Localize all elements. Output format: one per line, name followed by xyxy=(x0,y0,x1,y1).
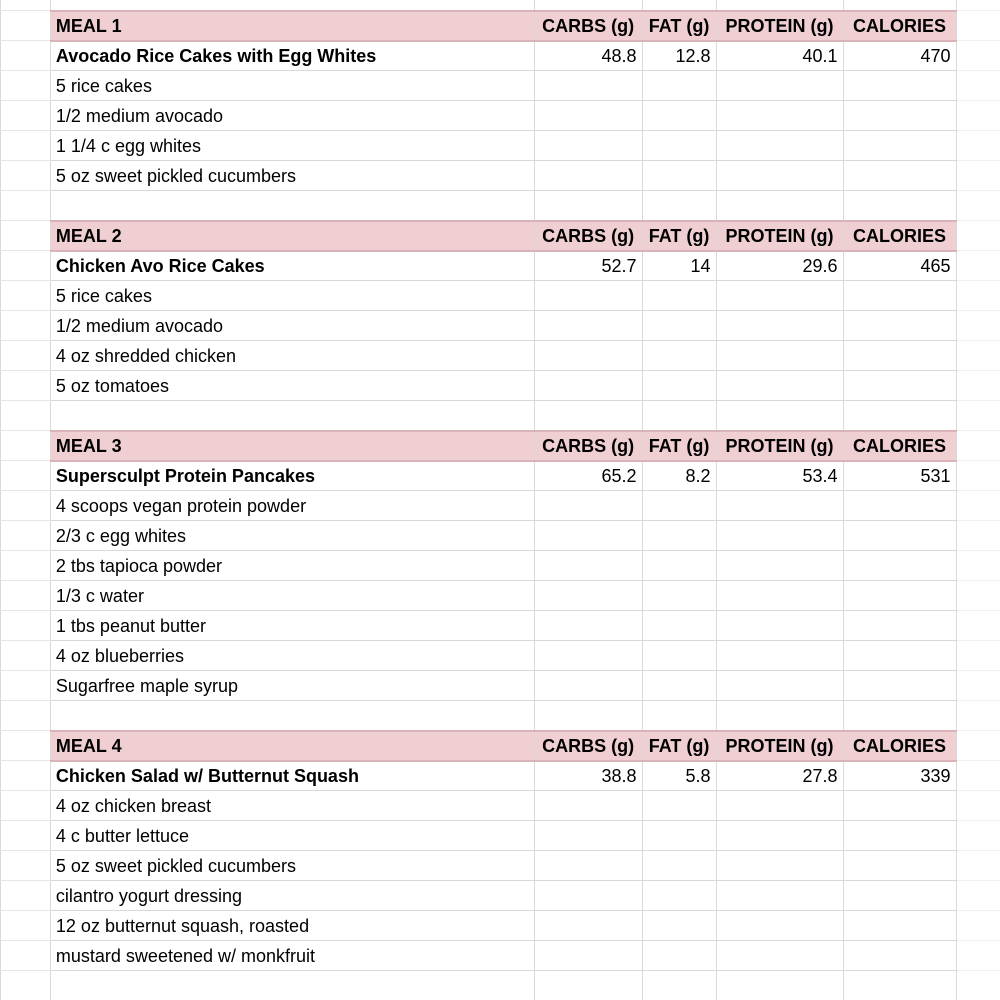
empty-cell[interactable] xyxy=(843,641,956,671)
empty-cell[interactable] xyxy=(534,821,642,851)
empty-cell[interactable] xyxy=(716,791,843,821)
ingredient-row xyxy=(1,521,1000,551)
empty-cell[interactable] xyxy=(843,941,956,971)
empty-cell[interactable] xyxy=(843,0,956,11)
empty-cell[interactable] xyxy=(843,611,956,641)
ingredient-text[interactable]: 4 oz chicken breast xyxy=(50,791,534,821)
empty-cell[interactable] xyxy=(534,281,642,311)
edge-cell[interactable] xyxy=(956,71,1000,101)
meal-title-row xyxy=(1,41,1000,71)
empty-cell[interactable] xyxy=(642,401,716,431)
fat-column-header[interactable]: FAT (g) xyxy=(642,221,716,251)
empty-cell[interactable] xyxy=(843,491,956,521)
gutter-cell[interactable] xyxy=(1,71,51,101)
gutter-cell[interactable] xyxy=(1,401,51,431)
empty-cell[interactable] xyxy=(716,521,843,551)
gutter-cell[interactable] xyxy=(1,371,51,401)
gutter-cell[interactable] xyxy=(1,311,51,341)
ingredient-text[interactable]: 4 oz blueberries xyxy=(50,641,534,671)
empty-cell[interactable] xyxy=(843,791,956,821)
empty-cell[interactable] xyxy=(534,491,642,521)
gutter-cell[interactable] xyxy=(1,791,51,821)
empty-cell[interactable] xyxy=(843,551,956,581)
empty-cell[interactable] xyxy=(716,71,843,101)
empty-cell[interactable] xyxy=(716,311,843,341)
gutter-cell[interactable] xyxy=(1,0,51,11)
carbs-column-header[interactable]: CARBS (g) xyxy=(534,431,642,461)
meal-label[interactable]: MEAL 1 xyxy=(50,11,534,41)
ingredient-row xyxy=(1,131,1000,161)
meal-title-row xyxy=(1,761,1000,791)
carbs-column-header[interactable]: CARBS (g) xyxy=(534,11,642,41)
ingredient-text[interactable]: 1/2 medium avocado xyxy=(50,311,534,341)
edge-cell[interactable] xyxy=(956,401,1000,431)
ingredient-text[interactable]: 4 c butter lettuce xyxy=(50,821,534,851)
empty-cell[interactable] xyxy=(716,0,843,11)
edge-cell[interactable] xyxy=(956,281,1000,311)
empty-cell[interactable] xyxy=(534,851,642,881)
gutter-cell[interactable] xyxy=(1,431,51,461)
ingredient-text[interactable]: 5 rice cakes xyxy=(50,71,534,101)
edge-cell[interactable] xyxy=(956,971,1000,1000)
ingredient-text[interactable]: cilantro yogurt dressing xyxy=(50,881,534,911)
empty-cell[interactable] xyxy=(716,131,843,161)
fat-value[interactable]: 14 xyxy=(642,251,716,281)
carbs-value[interactable]: 48.8 xyxy=(534,41,642,71)
gutter-cell[interactable] xyxy=(1,11,51,41)
edge-cell[interactable] xyxy=(956,551,1000,581)
ingredient-text[interactable]: Sugarfree maple syrup xyxy=(50,671,534,701)
empty-cell[interactable] xyxy=(534,581,642,611)
gutter-cell[interactable] xyxy=(1,191,51,221)
empty-cell[interactable] xyxy=(642,491,716,521)
empty-cell[interactable] xyxy=(534,791,642,821)
gutter-cell[interactable] xyxy=(1,251,51,281)
empty-cell[interactable] xyxy=(642,911,716,941)
ingredient-text[interactable]: 1 1/4 c egg whites xyxy=(50,131,534,161)
ingredient-row xyxy=(1,71,1000,101)
empty-cell[interactable] xyxy=(534,521,642,551)
empty-cell[interactable] xyxy=(843,341,956,371)
spacer-row xyxy=(1,971,1000,1000)
protein-column-header[interactable]: PROTEIN (g) xyxy=(716,731,843,761)
empty-cell[interactable] xyxy=(642,701,716,731)
empty-cell[interactable] xyxy=(843,671,956,701)
carbs-value[interactable]: 38.8 xyxy=(534,761,642,791)
ingredient-row xyxy=(1,281,1000,311)
empty-cell[interactable] xyxy=(642,191,716,221)
edge-cell[interactable] xyxy=(956,911,1000,941)
empty-cell[interactable] xyxy=(843,881,956,911)
edge-cell[interactable] xyxy=(956,521,1000,551)
gutter-cell[interactable] xyxy=(1,551,51,581)
spacer-row xyxy=(1,191,1000,221)
edge-cell[interactable] xyxy=(956,0,1000,11)
edge-cell[interactable] xyxy=(956,641,1000,671)
protein-value[interactable]: 53.4 xyxy=(716,461,843,491)
empty-cell[interactable] xyxy=(534,701,642,731)
empty-cell[interactable] xyxy=(642,851,716,881)
ingredient-row xyxy=(1,581,1000,611)
empty-cell[interactable] xyxy=(716,611,843,641)
empty-cell[interactable] xyxy=(843,521,956,551)
empty-cell[interactable] xyxy=(642,311,716,341)
empty-cell[interactable] xyxy=(534,191,642,221)
meal-name[interactable]: Chicken Salad w/ Butternut Squash xyxy=(50,761,534,791)
ingredient-text[interactable]: 5 oz tomatoes xyxy=(50,371,534,401)
empty-cell[interactable] xyxy=(642,641,716,671)
empty-cell[interactable] xyxy=(642,791,716,821)
edge-cell[interactable] xyxy=(956,731,1000,761)
empty-cell[interactable] xyxy=(534,101,642,131)
ingredient-row xyxy=(1,491,1000,521)
edge-cell[interactable] xyxy=(956,671,1000,701)
carbs-column-header[interactable]: CARBS (g) xyxy=(534,731,642,761)
ingredient-row xyxy=(1,791,1000,821)
empty-cell[interactable] xyxy=(534,341,642,371)
meal-label[interactable]: MEAL 2 xyxy=(50,221,534,251)
calories-column-header[interactable]: CALORIES xyxy=(843,431,956,461)
empty-cell[interactable] xyxy=(534,911,642,941)
empty-cell[interactable] xyxy=(716,641,843,671)
empty-cell[interactable] xyxy=(843,971,956,1000)
ingredient-row xyxy=(1,941,1000,971)
ingredient-text[interactable]: 2 tbs tapioca powder xyxy=(50,551,534,581)
empty-cell[interactable] xyxy=(716,341,843,371)
empty-cell[interactable] xyxy=(843,101,956,131)
ingredient-text[interactable]: mustard sweetened w/ monkfruit xyxy=(50,941,534,971)
empty-cell[interactable] xyxy=(716,911,843,941)
empty-cell[interactable] xyxy=(843,131,956,161)
empty-cell[interactable] xyxy=(716,161,843,191)
carbs-value[interactable]: 52.7 xyxy=(534,251,642,281)
ingredient-row xyxy=(1,821,1000,851)
carbs-column-header[interactable]: CARBS (g) xyxy=(534,221,642,251)
empty-cell[interactable] xyxy=(843,71,956,101)
empty-cell[interactable] xyxy=(50,401,534,431)
empty-cell[interactable] xyxy=(716,401,843,431)
empty-cell[interactable] xyxy=(642,581,716,611)
empty-cell[interactable] xyxy=(716,191,843,221)
fat-value[interactable]: 5.8 xyxy=(642,761,716,791)
empty-cell[interactable] xyxy=(534,71,642,101)
edge-cell[interactable] xyxy=(956,581,1000,611)
gutter-cell[interactable] xyxy=(1,41,51,71)
edge-cell[interactable] xyxy=(956,251,1000,281)
ingredient-text[interactable]: 1/2 medium avocado xyxy=(50,101,534,131)
edge-cell[interactable] xyxy=(956,941,1000,971)
calories-value[interactable]: 470 xyxy=(843,41,956,71)
meal-header-row xyxy=(1,221,1000,251)
ingredient-text[interactable]: 1 tbs peanut butter xyxy=(50,611,534,641)
empty-cell[interactable] xyxy=(716,671,843,701)
meal-name[interactable]: Avocado Rice Cakes with Egg Whites xyxy=(50,41,534,71)
ingredient-row xyxy=(1,881,1000,911)
empty-cell[interactable] xyxy=(534,611,642,641)
empty-cell[interactable] xyxy=(843,911,956,941)
fat-value[interactable]: 8.2 xyxy=(642,461,716,491)
empty-cell[interactable] xyxy=(843,161,956,191)
meal-title-row xyxy=(1,461,1000,491)
gutter-cell[interactable] xyxy=(1,701,51,731)
empty-cell[interactable] xyxy=(843,311,956,341)
gutter-cell[interactable] xyxy=(1,461,51,491)
ingredient-text[interactable]: 5 oz sweet pickled cucumbers xyxy=(50,851,534,881)
calories-value[interactable]: 531 xyxy=(843,461,956,491)
gutter-cell[interactable] xyxy=(1,761,51,791)
fat-column-header[interactable]: FAT (g) xyxy=(642,431,716,461)
empty-cell[interactable] xyxy=(642,101,716,131)
edge-cell[interactable] xyxy=(956,791,1000,821)
ingredient-text[interactable]: 4 oz shredded chicken xyxy=(50,341,534,371)
empty-cell[interactable] xyxy=(534,311,642,341)
protein-value[interactable]: 29.6 xyxy=(716,251,843,281)
empty-cell[interactable] xyxy=(843,701,956,731)
gutter-cell[interactable] xyxy=(1,731,51,761)
gutter-cell[interactable] xyxy=(1,971,51,1000)
calories-value[interactable]: 465 xyxy=(843,251,956,281)
edge-cell[interactable] xyxy=(956,851,1000,881)
empty-cell[interactable] xyxy=(716,551,843,581)
meal-header-row xyxy=(1,11,1000,41)
empty-cell[interactable] xyxy=(50,0,534,11)
gutter-cell[interactable] xyxy=(1,881,51,911)
empty-cell[interactable] xyxy=(716,101,843,131)
empty-cell[interactable] xyxy=(642,881,716,911)
edge-cell[interactable] xyxy=(956,191,1000,221)
calories-column-header[interactable]: CALORIES xyxy=(843,731,956,761)
edge-cell[interactable] xyxy=(956,341,1000,371)
ingredient-text[interactable]: 4 scoops vegan protein powder xyxy=(50,491,534,521)
fat-column-header[interactable]: FAT (g) xyxy=(642,11,716,41)
gutter-cell[interactable] xyxy=(1,641,51,671)
gutter-cell[interactable] xyxy=(1,581,51,611)
spacer-row xyxy=(1,401,1000,431)
empty-cell[interactable] xyxy=(843,401,956,431)
empty-cell[interactable] xyxy=(642,131,716,161)
gutter-cell[interactable] xyxy=(1,911,51,941)
empty-cell[interactable] xyxy=(716,851,843,881)
protein-column-header[interactable]: PROTEIN (g) xyxy=(716,221,843,251)
protein-column-header[interactable]: PROTEIN (g) xyxy=(716,431,843,461)
empty-cell[interactable] xyxy=(716,371,843,401)
protein-column-header[interactable]: PROTEIN (g) xyxy=(716,11,843,41)
edge-cell[interactable] xyxy=(956,611,1000,641)
empty-cell[interactable] xyxy=(642,341,716,371)
meal-header-row xyxy=(1,731,1000,761)
ingredient-row xyxy=(1,101,1000,131)
gutter-cell[interactable] xyxy=(1,221,51,251)
meal-label[interactable]: MEAL 3 xyxy=(50,431,534,461)
ingredient-row xyxy=(1,371,1000,401)
meal-label[interactable]: MEAL 4 xyxy=(50,731,534,761)
gutter-cell[interactable] xyxy=(1,341,51,371)
edge-cell[interactable] xyxy=(956,131,1000,161)
ingredient-row xyxy=(1,671,1000,701)
empty-cell[interactable] xyxy=(843,281,956,311)
gutter-cell[interactable] xyxy=(1,521,51,551)
meal-title-row xyxy=(1,251,1000,281)
edge-cell[interactable] xyxy=(956,311,1000,341)
empty-cell[interactable] xyxy=(50,701,534,731)
edge-cell[interactable] xyxy=(956,101,1000,131)
gutter-cell[interactable] xyxy=(1,671,51,701)
meal-plan-body xyxy=(1,0,1000,1000)
calories-column-header[interactable]: CALORIES xyxy=(843,11,956,41)
ingredient-text[interactable]: 2/3 c egg whites xyxy=(50,521,534,551)
empty-cell[interactable] xyxy=(50,971,534,1000)
ingredient-row xyxy=(1,161,1000,191)
empty-cell[interactable] xyxy=(716,281,843,311)
empty-cell[interactable] xyxy=(642,941,716,971)
empty-cell[interactable] xyxy=(534,0,642,11)
edge-cell[interactable] xyxy=(956,761,1000,791)
ingredient-text[interactable]: 5 rice cakes xyxy=(50,281,534,311)
protein-value[interactable]: 40.1 xyxy=(716,41,843,71)
edge-cell[interactable] xyxy=(956,461,1000,491)
gutter-cell[interactable] xyxy=(1,161,51,191)
empty-cell[interactable] xyxy=(642,611,716,641)
empty-cell[interactable] xyxy=(716,821,843,851)
empty-cell[interactable] xyxy=(534,971,642,1000)
ingredient-row xyxy=(1,341,1000,371)
ingredient-row xyxy=(1,611,1000,641)
ingredient-text[interactable]: 1/3 c water xyxy=(50,581,534,611)
edge-cell[interactable] xyxy=(956,431,1000,461)
empty-cell[interactable] xyxy=(642,521,716,551)
calories-value[interactable]: 339 xyxy=(843,761,956,791)
empty-cell[interactable] xyxy=(843,371,956,401)
edge-cell[interactable] xyxy=(956,491,1000,521)
fat-column-header[interactable]: FAT (g) xyxy=(642,731,716,761)
edge-cell[interactable] xyxy=(956,161,1000,191)
empty-cell[interactable] xyxy=(716,491,843,521)
empty-cell[interactable] xyxy=(843,851,956,881)
empty-cell[interactable] xyxy=(843,821,956,851)
empty-cell[interactable] xyxy=(534,551,642,581)
empty-cell[interactable] xyxy=(642,161,716,191)
empty-cell[interactable] xyxy=(716,701,843,731)
calories-column-header[interactable]: CALORIES xyxy=(843,221,956,251)
empty-cell[interactable] xyxy=(534,941,642,971)
ingredient-row xyxy=(1,311,1000,341)
edge-cell[interactable] xyxy=(956,701,1000,731)
protein-value[interactable]: 27.8 xyxy=(716,761,843,791)
empty-cell[interactable] xyxy=(642,371,716,401)
empty-cell[interactable] xyxy=(642,551,716,581)
edge-cell[interactable] xyxy=(956,821,1000,851)
empty-cell[interactable] xyxy=(534,641,642,671)
empty-cell[interactable] xyxy=(534,671,642,701)
empty-cell[interactable] xyxy=(642,821,716,851)
empty-cell[interactable] xyxy=(642,671,716,701)
spacer-row xyxy=(1,701,1000,731)
ingredient-row xyxy=(1,551,1000,581)
ingredient-row xyxy=(1,641,1000,671)
edge-cell[interactable] xyxy=(956,11,1000,41)
empty-cell[interactable] xyxy=(843,581,956,611)
empty-cell[interactable] xyxy=(642,971,716,1000)
ingredient-text[interactable]: 12 oz butternut squash, roasted xyxy=(50,911,534,941)
empty-cell[interactable] xyxy=(642,0,716,11)
empty-cell[interactable] xyxy=(716,881,843,911)
gutter-cell[interactable] xyxy=(1,281,51,311)
ingredient-row xyxy=(1,911,1000,941)
ingredient-text[interactable]: 5 oz sweet pickled cucumbers xyxy=(50,161,534,191)
empty-cell[interactable] xyxy=(716,971,843,1000)
gutter-cell[interactable] xyxy=(1,941,51,971)
gutter-cell[interactable] xyxy=(1,611,51,641)
edge-cell[interactable] xyxy=(956,881,1000,911)
empty-cell[interactable] xyxy=(534,401,642,431)
gutter-cell[interactable] xyxy=(1,131,51,161)
empty-cell[interactable] xyxy=(50,191,534,221)
fat-value[interactable]: 12.8 xyxy=(642,41,716,71)
empty-cell[interactable] xyxy=(534,131,642,161)
carbs-value[interactable]: 65.2 xyxy=(534,461,642,491)
edge-cell[interactable] xyxy=(956,371,1000,401)
ingredient-row xyxy=(1,851,1000,881)
empty-cell[interactable] xyxy=(716,581,843,611)
meal-name[interactable]: Chicken Avo Rice Cakes xyxy=(50,251,534,281)
empty-cell[interactable] xyxy=(534,371,642,401)
empty-cell[interactable] xyxy=(642,71,716,101)
meal-name[interactable]: Supersculpt Protein Pancakes xyxy=(50,461,534,491)
spacer-row xyxy=(1,0,1000,11)
gutter-cell[interactable] xyxy=(1,491,51,521)
edge-cell[interactable] xyxy=(956,221,1000,251)
empty-cell[interactable] xyxy=(642,281,716,311)
gutter-cell[interactable] xyxy=(1,101,51,131)
empty-cell[interactable] xyxy=(534,161,642,191)
meal-header-row xyxy=(1,431,1000,461)
empty-cell[interactable] xyxy=(534,881,642,911)
edge-cell[interactable] xyxy=(956,41,1000,71)
gutter-cell[interactable] xyxy=(1,821,51,851)
gutter-cell[interactable] xyxy=(1,851,51,881)
empty-cell[interactable] xyxy=(716,941,843,971)
empty-cell[interactable] xyxy=(843,191,956,221)
